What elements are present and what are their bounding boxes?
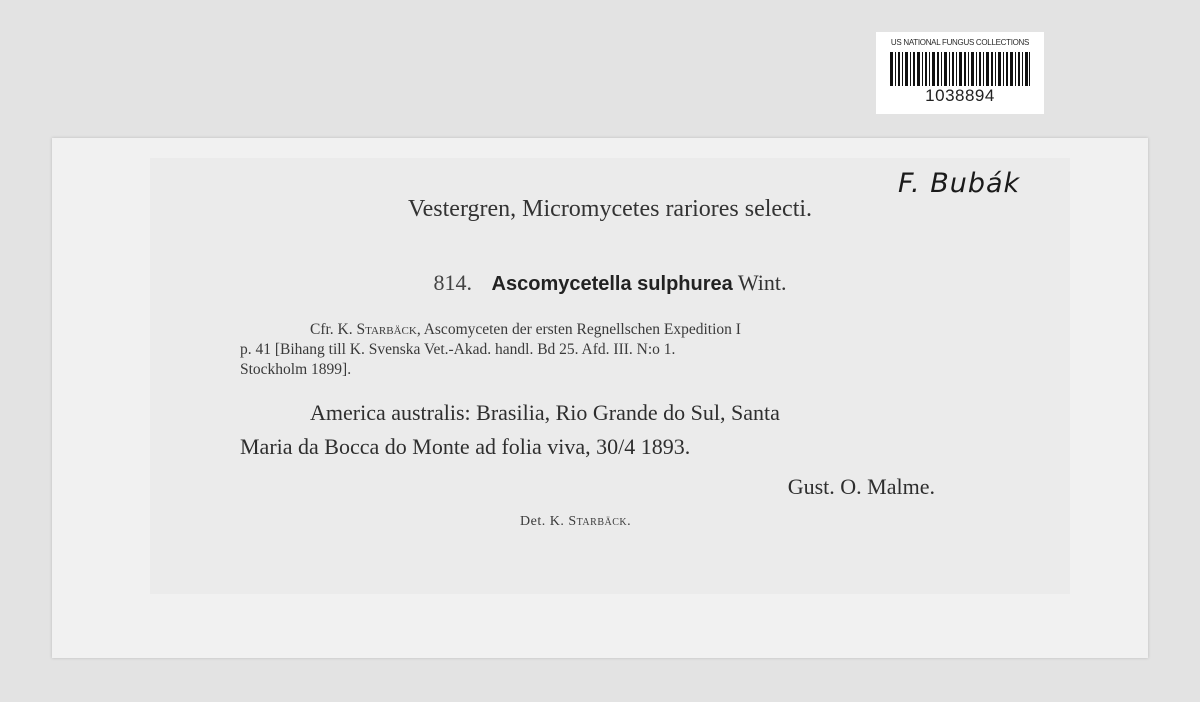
- locality-line1: America australis: Brasilia, Rio Grande do Sul, Santa: [310, 400, 780, 425]
- series-title: Vestergren, Micromycetes rariores selecti.: [407, 196, 813, 222]
- reference-line2: p. 41 [Bihang till K. Svenska Vet.-Akad. handl. Bd 25. Afd. III. N:o 1.: [240, 341, 676, 358]
- species-authority: Wint.: [737, 270, 787, 295]
- locality-text: [240, 396, 980, 464]
- barcode-institution: US NATIONAL FUNGUS COLLECTIONS: [890, 38, 1030, 47]
- handwritten-annotation: F. Bubák: [898, 168, 1021, 199]
- reference-line1: , Ascomyceten der ersten Regnellschen Expedition I: [416, 321, 741, 338]
- barcode-bars: [888, 52, 1032, 86]
- reference-line3: Stockholm 1899].: [240, 361, 352, 378]
- reference-citation: [240, 320, 980, 380]
- determiner-prefix: Det. K.: [520, 514, 565, 529]
- species-line: [150, 270, 1070, 296]
- reference-author: Starbäck: [356, 321, 417, 338]
- specimen-label: [150, 158, 1070, 594]
- collector-name: Gust. O. Malme.: [787, 474, 935, 499]
- reference-prefix: Cfr. K.: [310, 321, 353, 338]
- specimen-number: 814.: [433, 270, 473, 295]
- barcode-label: [876, 32, 1044, 114]
- locality-line2: Maria da Bocca do Monte ad folia viva, 30/4 1893.: [240, 434, 691, 459]
- determiner-name: Starbäck.: [568, 514, 632, 529]
- determiner-line: [520, 514, 631, 530]
- barcode-number: 1038894: [925, 86, 995, 105]
- species-name: Ascomycetella sulphurea: [491, 273, 733, 295]
